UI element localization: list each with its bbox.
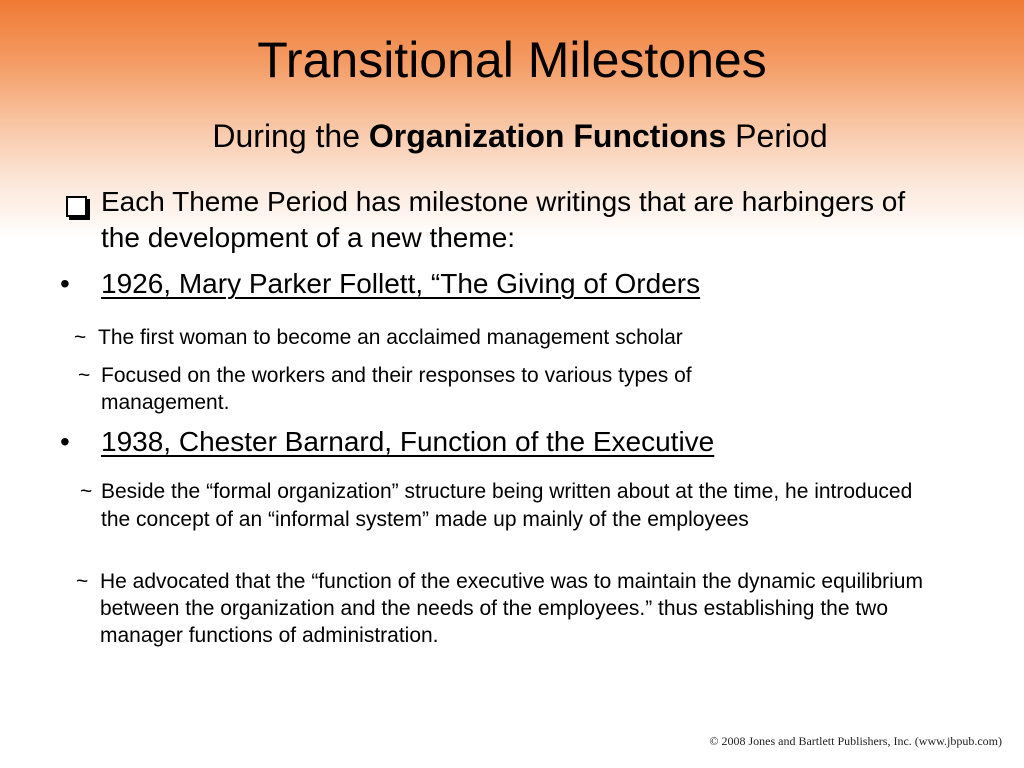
tilde-glyph: ~	[74, 326, 87, 349]
checkbox-bullet-icon	[66, 196, 87, 217]
point-text: Focused on the workers and their responses to various types of management.	[101, 364, 692, 414]
slide-title: Transitional Milestones	[257, 32, 767, 88]
slide-subtitle	[0, 116, 1024, 156]
milestone-point	[76, 568, 966, 649]
tilde-glyph: ~	[80, 480, 93, 503]
point-text: Beside the “formal organization” structure being written about at the time, he introduced the concept of an “informal system” made up mainly of the employees	[101, 480, 913, 531]
tilde-glyph: ~	[76, 570, 89, 593]
subtitle-bold: Organization Functions	[368, 118, 727, 154]
point-text: The first woman to become an acclaimed management scholar	[98, 326, 683, 349]
copyright-footer: © 2008 Jones and Bartlett Publishers, Inc. (www.jbpub.com)	[709, 734, 1002, 748]
milestone-point	[80, 478, 940, 534]
milestone-heading-follett: 1926, Mary Parker Follett, “The Giving of Orders	[101, 268, 701, 299]
milestone-point	[74, 324, 834, 352]
bullet-icon: •	[60, 268, 70, 299]
milestone-point	[78, 362, 838, 416]
intro-text: Each Theme Period has milestone writings that are harbingers of the development of a new theme:	[101, 186, 906, 253]
tilde-glyph: ~	[78, 364, 91, 387]
subtitle-suffix: Period	[726, 118, 828, 154]
subtitle-prefix: During the	[212, 118, 369, 154]
bullet-icon: •	[60, 426, 70, 457]
point-text: He advocated that the “function of the executive was to maintain the dynamic equilibrium between the organization and the needs of the employees.” thus establishing the two manager functions of administration.	[100, 570, 923, 647]
milestone-heading-barnard: 1938, Chester Barnard, Function of the Executive	[101, 426, 715, 457]
